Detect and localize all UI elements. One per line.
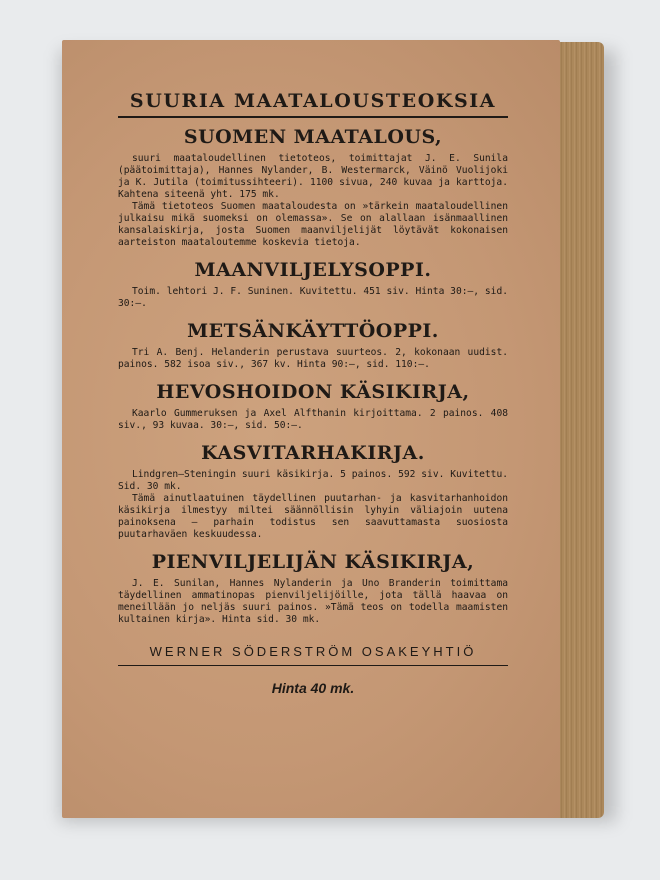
publisher-name: WERNER SÖDERSTRÖM OSAKEYHTIÖ xyxy=(149,644,477,659)
book-entry-pienviljelijan-kasikirja xyxy=(118,551,508,626)
book-title: MAANVILJELYSOPPI. xyxy=(194,259,432,281)
book-title: HEVOSHOIDON KÄSIKIRJA, xyxy=(156,381,470,403)
publisher-rule xyxy=(118,665,508,666)
book-description: J. E. Sunilan, Hannes Nylanderin ja Uno Branderin toimittama täydellinen ammatinopas pienviljelijöille, jota tällä haavaa on meneillään jo neljäs suuri painos. »Tämä teos on todella maamisten kultainen kirja». Hinta sid. 30 mk. xyxy=(118,578,508,625)
book-description: Tämä ainutlaatuinen täydellinen puutarhan- ja kasvitarhanhoidon käsikirja ilmestyy miltei säännöllisin lyhyin väliajoin uutena painoksena — parhain todistus sen saavuttamasta suosiosta puutarhaväen keskuudessa. xyxy=(118,493,508,540)
book-back-cover xyxy=(62,40,560,818)
book-entry-maanviljelysoppi xyxy=(118,259,508,310)
book-title: PIENVILJELIJÄN KÄSIKIRJA, xyxy=(151,551,475,573)
book-description: Lindgren—Steningin suuri käsikirja. 5 painos. 592 siv. Kuvitettu. Sid. 30 mk. xyxy=(118,469,508,492)
book-title: KASVITARHAKIRJA. xyxy=(201,442,425,464)
book-description: Toim. lehtori J. F. Suninen. Kuvitettu. 451 siv. Hinta 30:—, sid. 30:—. xyxy=(118,286,508,309)
book-title: METSÄNKÄYTTÖOPPI. xyxy=(187,320,439,342)
title-rule xyxy=(118,116,508,118)
cover-content xyxy=(118,90,508,696)
book-entry-hevoshoidon-kasikirja xyxy=(118,381,508,432)
book-entry-kasvitarhakirja xyxy=(118,442,508,541)
book-description: Tri A. Benj. Helanderin perustava suurteos. 2, kokonaan uudist. painos. 582 isoa siv., 367 kv. Hinta 90:—, sid. 110:—. xyxy=(118,347,508,370)
book-entry-suomen-maatalous xyxy=(118,126,508,249)
book-entry-metsankayttooppi xyxy=(118,320,508,371)
book-title: SUOMEN MAATALOUS, xyxy=(183,126,443,148)
book-description: Tämä tietoteos Suomen maataloudesta on »tärkein maataloudellinen julkaisu mikä suomeksi on olemassa». Se on alallaan isänmaallinen kansalaiskirja, josta Suomen maanviljelijät löytävät kokonaisen aarteiston maataloutemme koskevia tietoja. xyxy=(118,201,508,248)
page-title: SUURIA MAATALOUSTEOKSIA xyxy=(129,90,497,112)
price-label: Hinta 40 mk. xyxy=(271,680,355,696)
book-description: suuri maataloudellinen tietoteos, toimittajat J. E. Sunila (päätoimittaja), Hannes Nylander, B. Westermarck, Väinö Vuolijoki ja K. Jutila (toimitussihteeri). 1100 sivua, 240 kuvaa ja karttoja. Kahtena siteenä yht. 175 mk. xyxy=(118,153,508,200)
book-description: Kaarlo Gummeruksen ja Axel Alfthanin kirjoittama. 2 painos. 408 siv., 93 kuvaa. 30:—, sid. 50:—. xyxy=(118,408,508,431)
